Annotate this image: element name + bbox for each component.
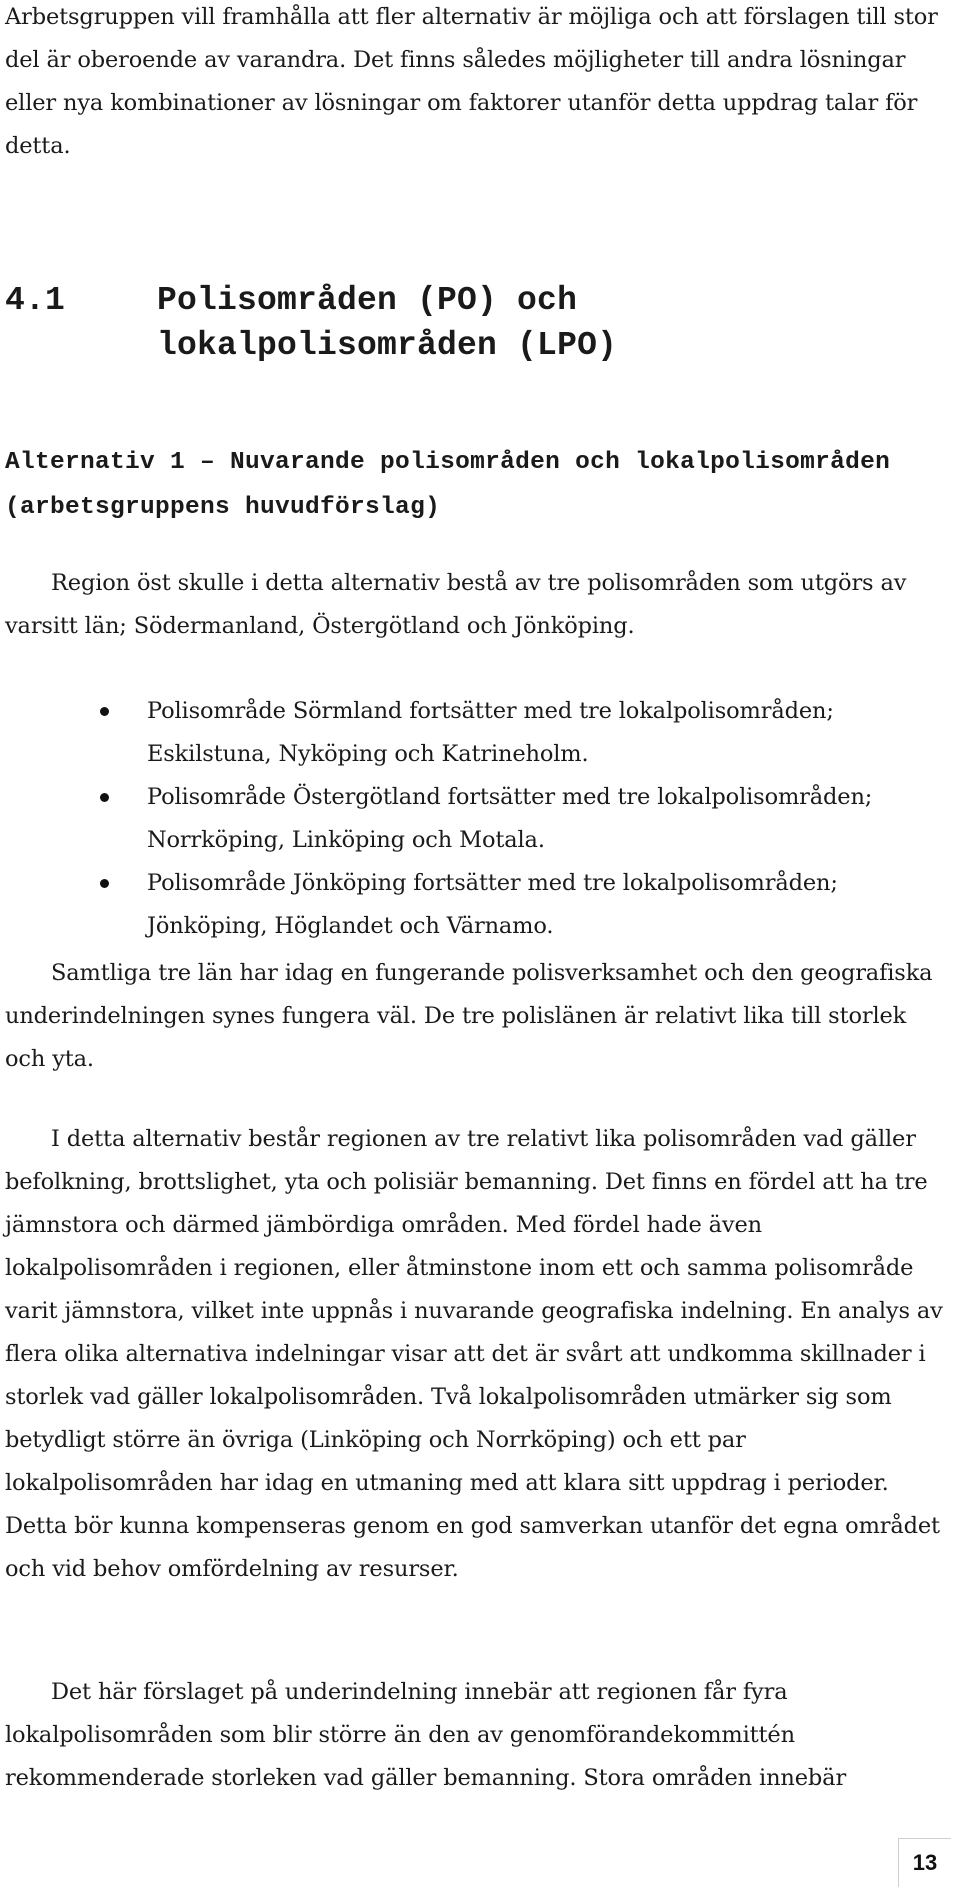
paragraph-region: Region öst skulle i detta alternativ bestå av tre polisområden som utgörs av varsitt län; Södermanland, Östergötland och Jönköping.	[5, 570, 907, 639]
section-heading	[5, 278, 617, 368]
paragraph-forslaget: Det här förslaget på underindelning innebär att regionen får fyra lokalpolisområden som blir större än den av genomförandekommittén rekommenderade storleken vad gäller bemanning. Stora områden innebär	[5, 1679, 847, 1791]
paragraph-samtliga: Samtliga tre län har idag en fungerande polisverksamhet och den geografiska underindelningen synes fungera väl. De tre polislänen är relativt lika till storlek och yta.	[5, 960, 933, 1072]
list-item	[0, 776, 950, 862]
bullet-icon	[100, 707, 109, 716]
bullet-text: Polisområde Sörmland fortsätter med tre lokalpolisområden; Eskilstuna, Nyköping och Katrineholm.	[147, 698, 834, 767]
section-title-line2: lokalpolisområden (LPO)	[157, 327, 618, 364]
bullet-icon	[100, 793, 109, 802]
list-item	[0, 862, 950, 948]
section-title-line1: Polisområden (PO) och	[157, 282, 578, 319]
section-number: 4.1	[5, 282, 66, 319]
bullet-icon	[100, 879, 109, 888]
bullet-text: Polisområde Östergötland fortsätter med tre lokalpolisområden; Norrköping, Linköping och Motala.	[147, 784, 873, 853]
bullet-text: Polisområde Jönköping fortsätter med tre lokalpolisområden; Jönköping, Höglandet och Värnamo.	[147, 870, 838, 939]
alternative-heading: Alternativ 1 – Nuvarande polisområden och lokalpolisområden (arbetsgruppens huvudförslag)	[5, 449, 891, 521]
polisomrade-bullet-list	[0, 690, 950, 948]
intro-paragraph: Arbetsgruppen vill framhålla att fler alternativ är möjliga och att förslagen till stor del är oberoende av varandra. Det finns således möjligheter till andra lösningar eller nya kombinationer av lösningar om faktorer utanför detta uppdrag talar för detta.	[5, 4, 938, 159]
paragraph-alternativ: I detta alternativ består regionen av tre relativt lika polisområden vad gäller befolkning, brottslighet, yta och polisiär bemanning. Det finns en fördel att ha tre jämnstora och därmed jämbördiga områden. Med fördel hade även lokalpolisområden i regionen, eller åtminstone inom ett och samma polisområde varit jämnstora, vilket inte uppnås i nuvarande geografiska indelning. En analys av flera olika alternativa indelningar visar att det är svårt att undkomma skillnader i storlek vad gäller lokalpolisområden. Två lokalpolisområden utmärker sig som betydligt större än övriga (Linköping och Norrköping) och ett par lokalpolisområden har idag en utmaning med att klara sitt uppdrag i perioder. Detta bör kunna kompenseras genom en god samverkan utanför det egna området och vid behov omfördelning av resurser.	[5, 1126, 943, 1582]
list-item	[0, 690, 950, 776]
page-number: 13	[898, 1838, 951, 1887]
